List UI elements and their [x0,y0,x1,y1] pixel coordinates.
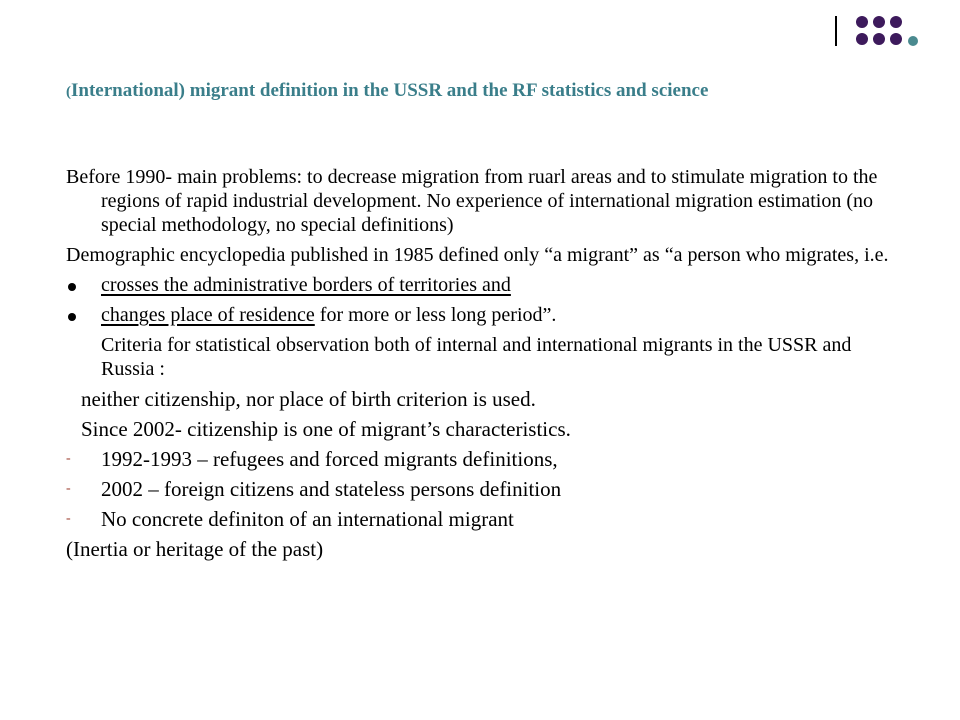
bullet-text-underlined: changes place of residence [101,304,315,326]
bullet-item [66,303,906,327]
bullet-item [66,273,906,297]
paragraph-encyclopedia: Demographic encyclopedia published in 1985 defined only “a migrant” as “a person who migrates, i.e. [66,244,889,266]
neither-text: neither citizenship, nor place of birth criterion is used. [81,387,536,411]
dash-item-text: 1992-1993 – refugees and forced migrants definitions, [101,447,558,471]
bullet-marker [66,303,101,327]
dash-item [66,447,906,471]
title-paren: ( [66,84,71,100]
decor-dot [856,33,868,45]
since-text: Since 2002- citizenship is one of migrant’s characteristics. [81,417,571,441]
dash-marker: - [66,481,71,496]
dash-item [66,507,906,531]
decor-dot [856,16,868,28]
dash-marker: - [66,451,71,466]
bullet-text: for more or less long period”. [314,304,557,326]
slide-body [66,165,906,567]
decor-dot [890,16,902,28]
slide-title [66,80,926,102]
dash-marker: - [66,511,71,526]
decorative-vertical-line [835,16,837,46]
decor-dot [873,33,885,45]
decor-dot [873,16,885,28]
decor-dot-accent [908,36,918,46]
bullet-text-underlined: crosses the administrative borders of territories and [101,274,511,296]
criteria-text: Criteria for statistical observation both of internal and international migrants in the USSR and Russia : [101,334,852,380]
dash-item-text: 2002 – foreign citizens and stateless persons definition [101,477,562,501]
dash-item-text: No concrete definiton of an international migrant [101,507,514,531]
title-text: International) migrant definition in the USSR and the RF statistics and science [71,80,709,101]
paragraph-before-1990: Before 1990- main problems: to decrease migration from ruarl areas and to stimulate migration to the regions of rapid industrial development. No experience of international migration estimation (no special methodology, no special definitions) [66,166,878,236]
closing-text: (Inertia or heritage of the past) [66,537,324,561]
dash-item [66,477,906,501]
bullet-marker [66,273,101,297]
decor-dot [890,33,902,45]
